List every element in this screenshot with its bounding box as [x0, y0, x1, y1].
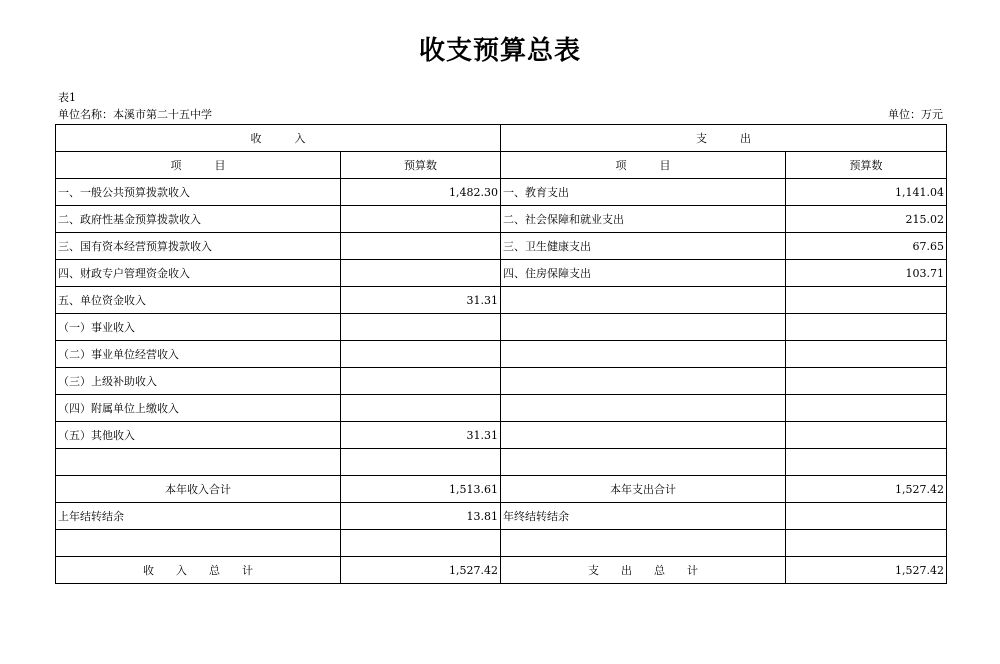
expense-section-header: 支 出 — [501, 125, 947, 152]
expense-item — [501, 314, 786, 341]
expense-item — [501, 368, 786, 395]
income-item: 三、国有资本经营预算拨款收入 — [56, 233, 341, 260]
expense-item: 一、教育支出 — [501, 179, 786, 206]
blank-row — [56, 530, 947, 557]
prior-year-carryover-label: 上年结转结余 — [56, 503, 341, 530]
year-expense-total-amount: 1,527.42 — [786, 476, 947, 503]
expense-item — [501, 395, 786, 422]
income-grand-total-amount: 1,527.42 — [341, 557, 501, 584]
income-item — [56, 449, 341, 476]
income-amount — [341, 260, 501, 287]
blank-cell — [786, 530, 947, 557]
expense-amount: 215.02 — [786, 206, 947, 233]
income-item-header: 项 目 — [56, 152, 341, 179]
income-item: （四）附属单位上缴收入 — [56, 395, 341, 422]
prior-year-carryover-amount: 13.81 — [341, 503, 501, 530]
table-row — [56, 449, 947, 476]
income-amount — [341, 368, 501, 395]
blank-cell — [341, 530, 501, 557]
year-end-carryover-amount — [786, 503, 947, 530]
expense-item — [501, 341, 786, 368]
year-income-total-amount: 1,513.61 — [341, 476, 501, 503]
column-header-row — [56, 152, 947, 179]
table-row — [56, 395, 947, 422]
income-item: （三）上级补助收入 — [56, 368, 341, 395]
table-row — [56, 341, 947, 368]
income-amount: 31.31 — [341, 287, 501, 314]
expense-amount: 67.65 — [786, 233, 947, 260]
table-row — [56, 206, 947, 233]
expense-item: 二、社会保障和就业支出 — [501, 206, 786, 233]
income-item: 二、政府性基金预算拨款收入 — [56, 206, 341, 233]
income-amount-header: 预算数 — [341, 152, 501, 179]
expense-item: 三、卫生健康支出 — [501, 233, 786, 260]
table-row — [56, 260, 947, 287]
expense-amount: 103.71 — [786, 260, 947, 287]
income-amount — [341, 449, 501, 476]
income-item: （二）事业单位经营收入 — [56, 341, 341, 368]
income-item: 一、一般公共预算拨款收入 — [56, 179, 341, 206]
table-row — [56, 287, 947, 314]
year-expense-total-label: 本年支出合计 — [501, 476, 786, 503]
year-total-row — [56, 476, 947, 503]
unit-name: 单位名称：本溪市第二十五中学 — [58, 108, 212, 121]
expense-amount — [786, 314, 947, 341]
income-amount — [341, 233, 501, 260]
expense-item: 四、住房保障支出 — [501, 260, 786, 287]
income-amount — [341, 341, 501, 368]
table-row — [56, 422, 947, 449]
income-amount: 1,482.30 — [341, 179, 501, 206]
expense-item-header: 项 目 — [501, 152, 786, 179]
expense-amount — [786, 368, 947, 395]
expense-amount-header: 预算数 — [786, 152, 947, 179]
expense-item — [501, 422, 786, 449]
expense-grand-total-label: 支 出 总 计 — [501, 557, 786, 584]
grand-total-row — [56, 557, 947, 584]
table-row — [56, 368, 947, 395]
income-item: 五、单位资金收入 — [56, 287, 341, 314]
income-amount — [341, 314, 501, 341]
blank-cell — [501, 530, 786, 557]
expense-amount — [786, 395, 947, 422]
expense-amount: 1,141.04 — [786, 179, 947, 206]
expense-amount — [786, 449, 947, 476]
income-section-header: 收 入 — [56, 125, 501, 152]
expense-amount — [786, 422, 947, 449]
table-row — [56, 233, 947, 260]
income-item: （一）事业收入 — [56, 314, 341, 341]
expense-amount — [786, 287, 947, 314]
year-income-total-label: 本年收入合计 — [56, 476, 341, 503]
income-item: 四、财政专户管理资金收入 — [56, 260, 341, 287]
table-number: 表1 — [58, 91, 76, 104]
table-row — [56, 314, 947, 341]
income-amount — [341, 395, 501, 422]
year-end-carryover-label: 年终结转结余 — [501, 503, 786, 530]
income-amount — [341, 206, 501, 233]
page-title: 收支预算总表 — [418, 36, 581, 66]
expense-amount — [786, 341, 947, 368]
income-amount: 31.31 — [341, 422, 501, 449]
budget-summary-table — [55, 124, 947, 584]
expense-grand-total-amount: 1,527.42 — [786, 557, 947, 584]
carryover-row — [56, 503, 947, 530]
income-item: （五）其他收入 — [56, 422, 341, 449]
expense-item — [501, 449, 786, 476]
table-row — [56, 179, 947, 206]
section-header-row — [56, 125, 947, 152]
expense-item — [501, 287, 786, 314]
income-grand-total-label: 收 入 总 计 — [56, 557, 341, 584]
blank-cell — [56, 530, 341, 557]
currency-unit: 单位：万元 — [888, 108, 943, 121]
